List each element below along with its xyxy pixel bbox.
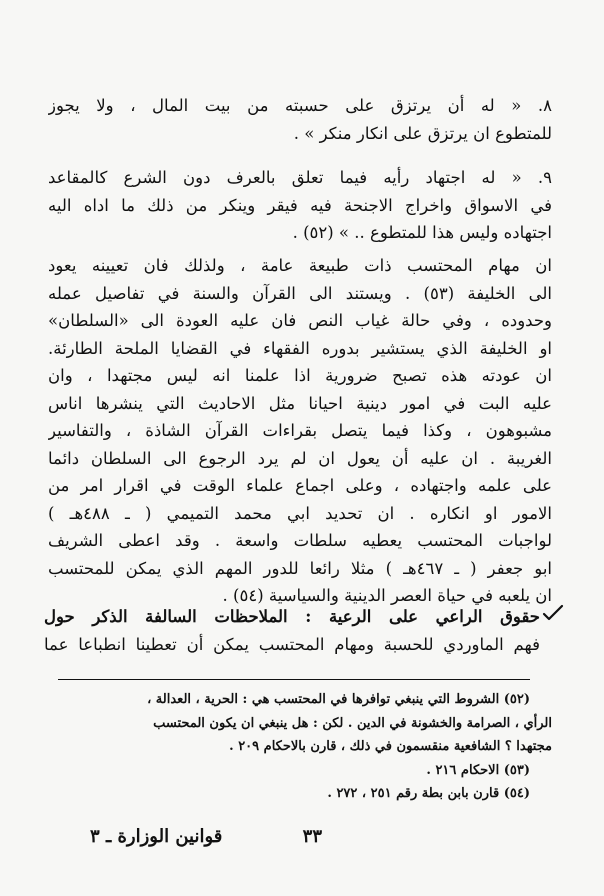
text-line: الغريبة . ان عليه أن يعول ان لم يرد الرجوع الى السلطان دائما [48,448,552,468]
text-line: الامور او انكاره . ان تحديد ابي محمد التميمي ( ـ ٤٨٨هـ ) [48,503,552,523]
text-line: للمتطوع ان يرتزق على انكار منكر » . [293,123,552,143]
text-line: في الاسواق واخراج الاجنحة فيه فيقر وينكر من ذلك ما اداه اليه [48,195,552,215]
running-footer-title: قوانين الوزارة ـ ٣ [90,826,223,847]
footnote-line: (٥٣) الاحكام ٢١٦ . [426,762,530,778]
page-footer [60,826,544,856]
text-line: عليه البت في امور دينية احيانا مثل الاحاديث التي ينشرها اناس [48,393,552,413]
text-line: فهم الماوردي للحسبة ومهام المحتسب يمكن أن تعطينا انطباعا عما [44,634,540,654]
text-line: ان يلعبه في حياة العصر الدينية والسياسية (٥٤) . [222,586,552,605]
section-heading-line: حقوق الراعي على الرعية : الملاحظات السالفة الذكر حول [44,607,540,626]
text-line: ابو جعفر ( ـ ٤٦٧هـ ) مثلا رائعا للدور المهم الذي يمكن للمحتسب [48,558,552,578]
text-line: ان عودته هذه تصبح ضرورية اذا علمنا انه ليس مجتهدا ، وان [48,366,552,385]
footnote-line: مجتهدا ؟ الشافعية منقسمون في ذلك ، قارن بالاحكام ٢٠٩ . [229,739,552,754]
text-line: ٩. « له اجتهاد رأيه فيما تعلق بالعرف دون الشرع كالمقاعد [48,168,552,187]
body-paragraph [48,252,552,610]
footnotes [40,688,552,806]
footnote-divider [58,679,530,680]
text-line: وحدوده ، وفي حالة غياب النص فان عليه العودة الى «السلطان» [48,311,552,330]
text-line: مشبوهون ، وكذا فيما يتصل بقراءات القرآن الشاذة ، والتفاسير [48,421,552,440]
checkmark-icon [542,604,564,622]
section-paragraph [44,603,540,658]
footnote-line: الرأي ، الصرامة والخشونة في الدين . لكن : هل ينبغي ان يكون المحتسب [153,715,552,731]
text-line: ان مهام المحتسب ذات طبيعة عامة ، ولذلك فان تعيينه يعود [48,256,552,275]
text-line: او الخليفة الذي يستشير بدوره الفقهاء في القضايا الملحة الطارئة. [48,338,552,358]
text-line: اجتهاده وليس هذا للمتطوع .. » (٥٢) . [292,223,552,242]
footnote-line: (٥٤) قارن بابن بطة رقم ٢٥١ ، ٢٧٢ . [327,786,530,801]
list-item-9 [48,164,552,247]
text-line: على علمه واجتهاده ، وعلى اجماع علماء الوقت في اقرار امر من [48,476,552,495]
text-line: ٨. « له أن يرتزق على حسبته من بيت المال ، ولا يجوز [48,96,552,115]
text-line: لواجبات المحتسب يعطيه سلطات واسعة . وقد اعطى الشريف [48,531,552,550]
page-number: ٣٣ [302,826,322,847]
text-line: الى الخليفة (٥٣) . ويستند الى القرآن والسنة في تفاصيل عمله [48,283,552,303]
footnote-line: (٥٢) الشروط التي ينبغي توافرها في المحتسب هي : الحرية ، العدالة ، [147,692,530,707]
list-item-8 [48,92,552,147]
